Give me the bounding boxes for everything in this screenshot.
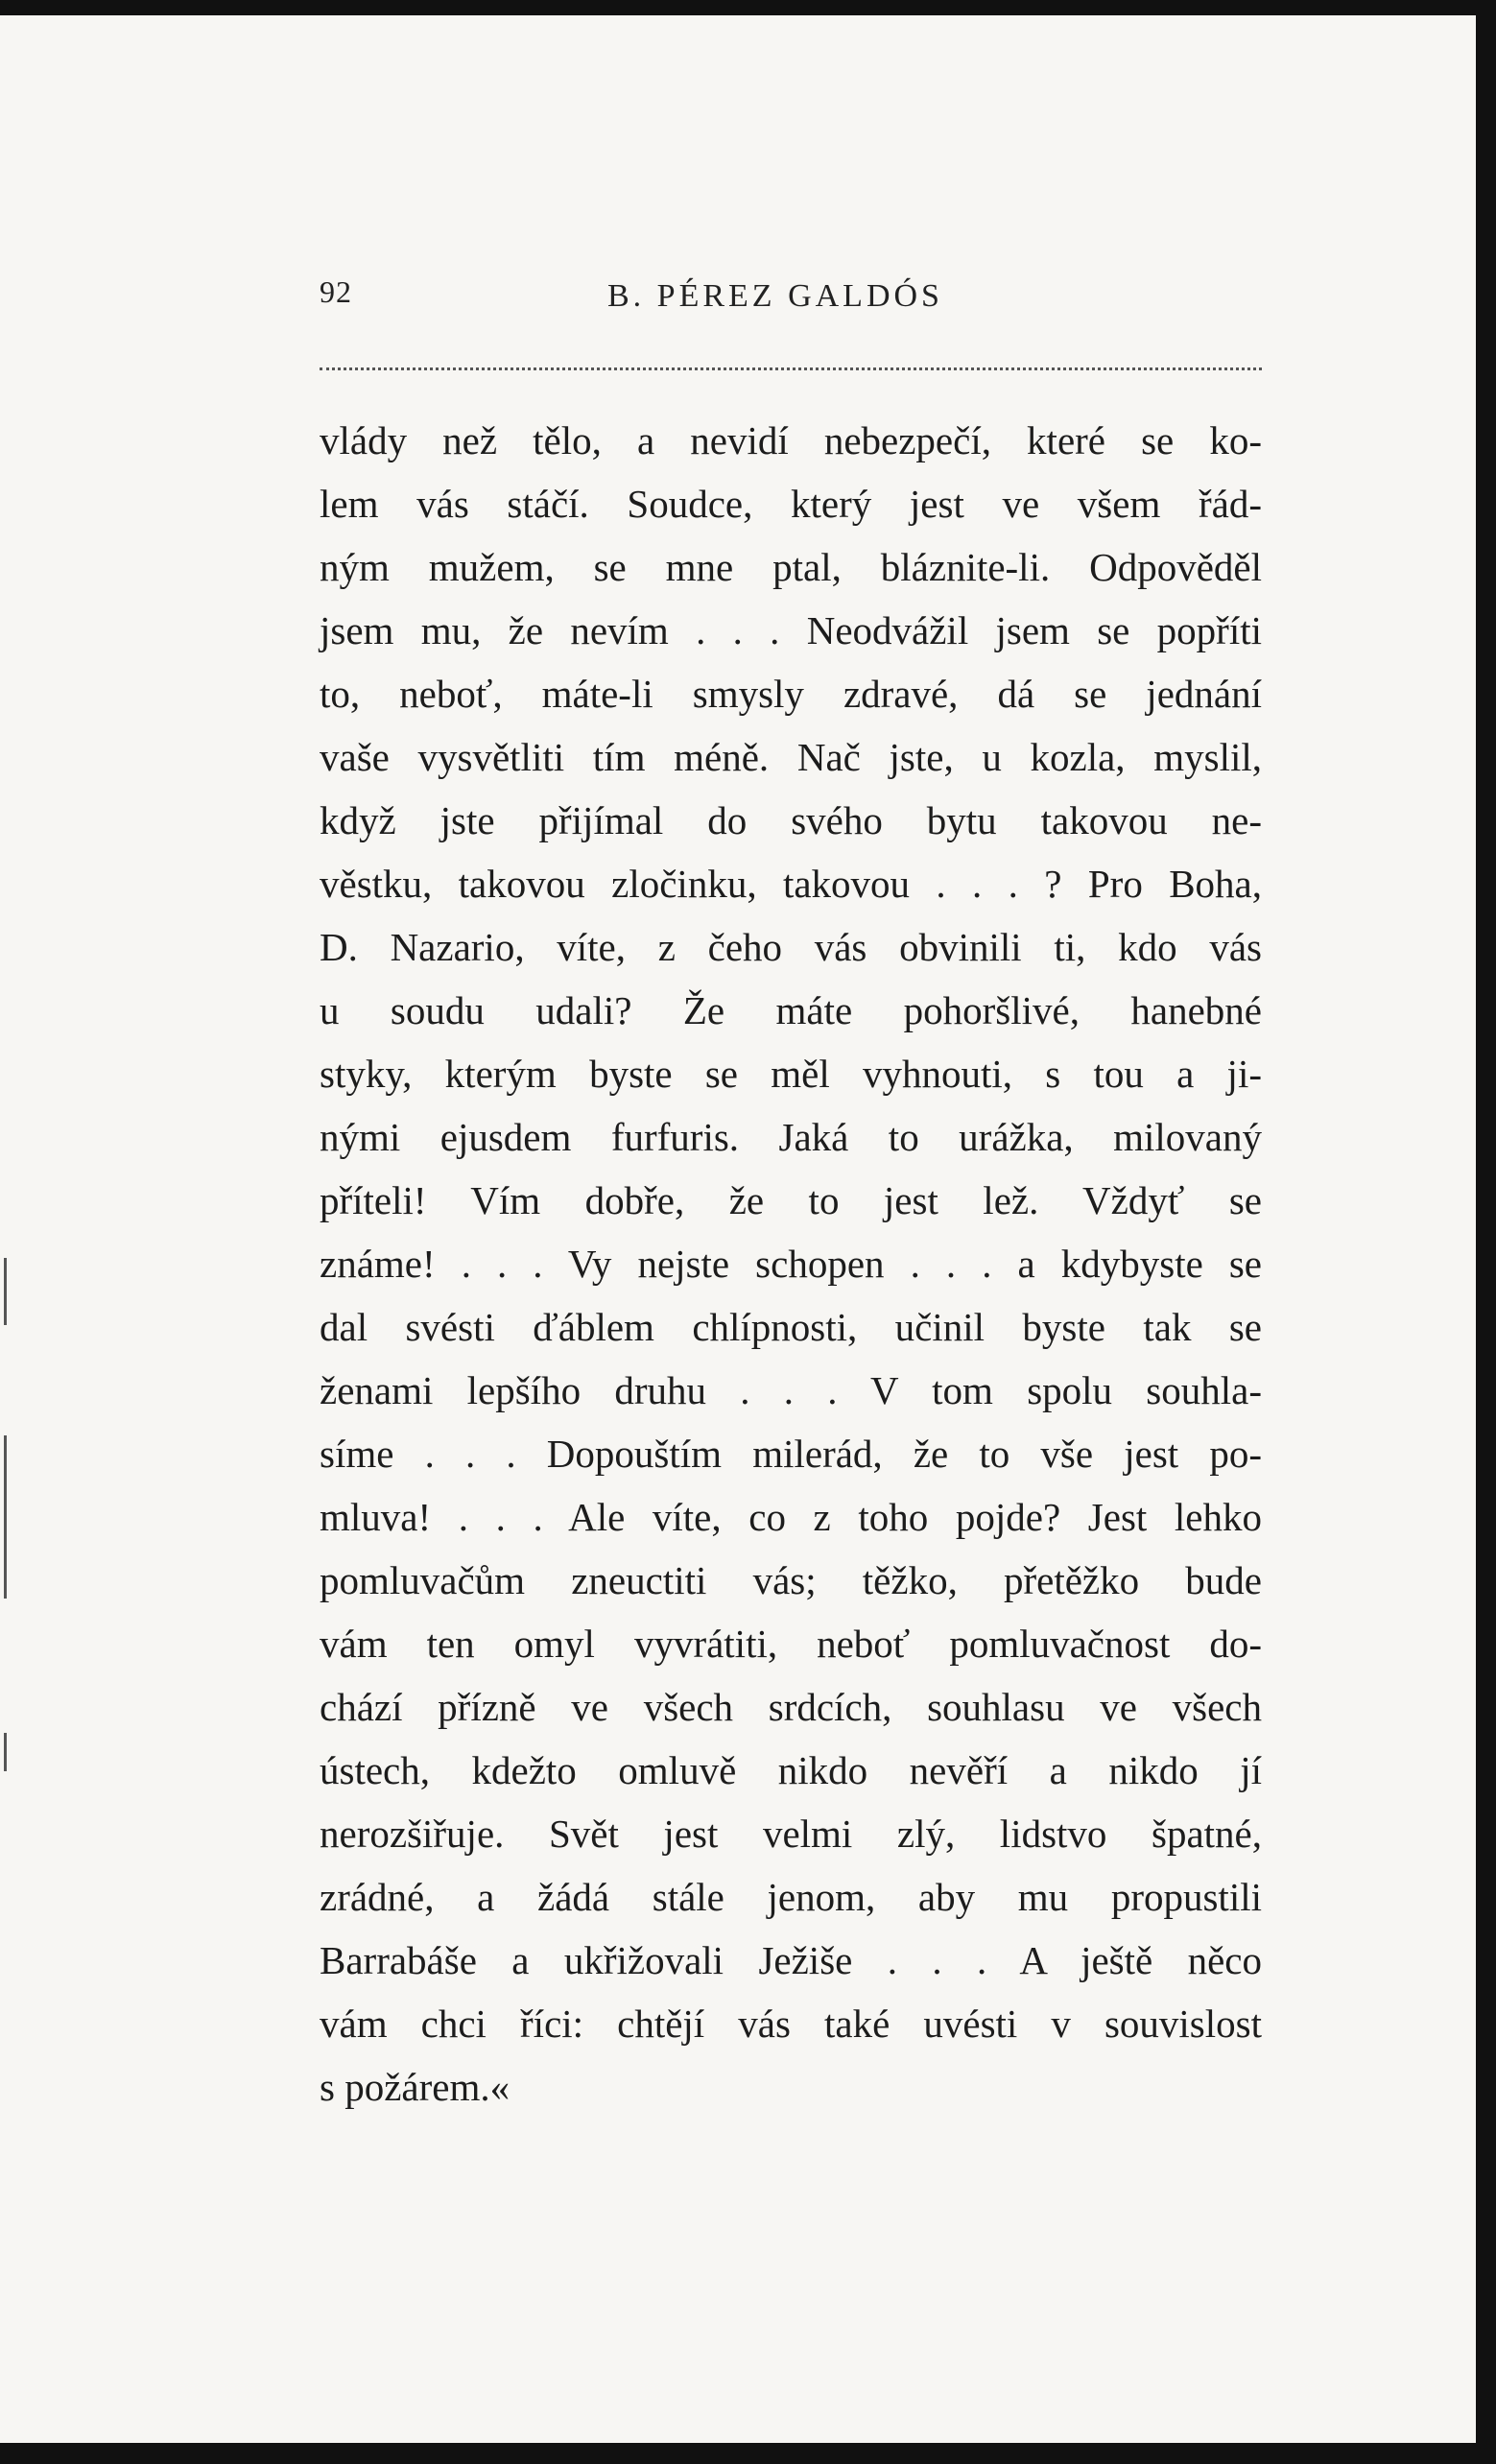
text-line: zrádné, a žádá stále jenom, aby mu propustili [320,1875,1262,1919]
text-line: dal svésti ďáblem chlípnosti, učinil byste tak se [320,1305,1262,1349]
text-line: příteli! Vím dobře, že to jest lež. Vždyť se [320,1178,1262,1222]
text-line: D. Nazario, víte, z čeho vás obvinili ti, kdo vás [320,925,1262,969]
text-line: vám ten omyl vyvrátiti, neboť pomluvačnost do- [320,1622,1262,1666]
running-head: B. PÉREZ GALDÓS [607,278,943,314]
page-edge-mark [4,1435,7,1599]
text-line: nerozšiřuje. Svět jest velmi zlý, lidstvo špatné, [320,1812,1262,1856]
text-line: známe! . . . Vy nejste schopen . . . a kdybyste se [320,1242,1262,1286]
text-line: vaše vysvětliti tím méně. Nač jste, u kozla, myslil, [320,735,1262,779]
text-line: Barrabáše a ukřižovali Ježiše . . . A ještě něco [320,1938,1262,1982]
text-line: když jste přijímal do svého bytu takovou ne- [320,798,1262,842]
body-text [320,409,1262,2119]
text-line: chází přízně ve všech srdcích, souhlasu ve všech [320,1685,1262,1729]
text-line: jsem mu, že nevím . . . Neodvážil jsem se popříti [320,608,1262,652]
text-line: vám chci říci: chtějí vás také uvésti v souvislost [320,2002,1262,2046]
text-line: styky, kterým byste se měl vyhnouti, s tou a ji- [320,1052,1262,1096]
text-line-last: s požárem.« [320,2065,511,2109]
text-line: věstku, takovou zločinku, takovou . . . ? Pro Boha, [320,862,1262,906]
page-edge-mark [4,1733,7,1771]
text-line: vlády než tělo, a nevidí nebezpečí, které se ko- [320,418,1262,462]
scan-border-bottom [0,2443,1496,2464]
text-line: ústech, kdežto omluvě nikdo nevěří a nikdo jí [320,1748,1262,1792]
text-line: ným mužem, se mne ptal, bláznite-li. Odpověděl [320,545,1262,589]
text-line: nými ejusdem furfuris. Jaká to urážka, milovaný [320,1115,1262,1159]
text-line: u soudu udali? Že máte pohoršlivé, hanebné [320,988,1262,1032]
page-edge-mark [4,1258,7,1325]
scan-border-right [1476,0,1496,2464]
text-line: to, neboť, máte-li smysly zdravé, dá se jednání [320,672,1262,716]
text-line: síme . . . Dopouštím milerád, že to vše jest po- [320,1432,1262,1476]
text-line: mluva! . . . Ale víte, co z toho pojde? Jest lehko [320,1495,1262,1539]
text-line: ženami lepšího druhu . . . V tom spolu souhla- [320,1368,1262,1412]
page-header [320,261,1262,319]
text-line: lem vás stáčí. Soudce, který jest ve všem řád- [320,482,1262,526]
page-number: 92 [320,274,352,309]
scan-border-top [0,0,1496,15]
header-dotted-rule [320,367,1262,370]
text-line: pomluvačům zneuctiti vás; těžko, přetěžko bude [320,1558,1262,1602]
